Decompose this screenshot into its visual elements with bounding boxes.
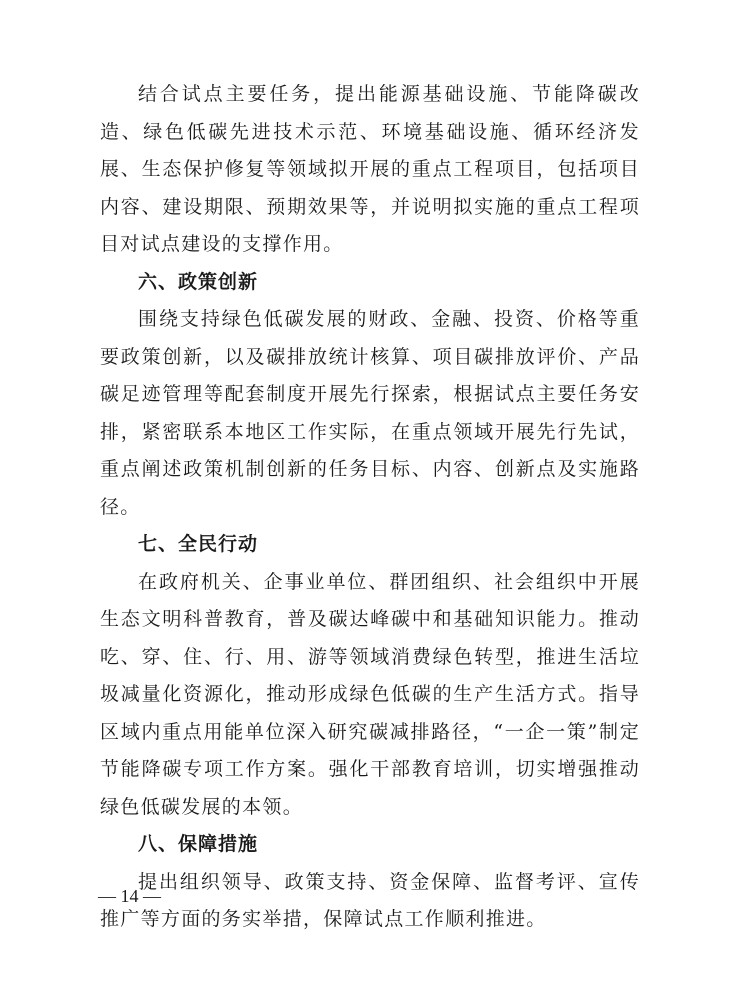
paragraph-policy-innovation: 围绕支持绿色低碳发展的财政、金融、投资、价格等重要政策创新，以及碳排放统计核算、项目碳排放评价、产品碳足迹管理等配套制度开展先行探索，根据试点主要任务安排，紧密联系本地区工作实际，在重点领域开展先行先试，重点阐述政策机制创新的任务目标、内容、创新点及实施路径。 [100, 308, 640, 518]
document-body [100, 76, 640, 939]
page-number: — 14 — [98, 886, 161, 906]
paragraph-safeguard-measures: 提出组织领导、政策支持、资金保障、监督考评、宣传推广等方面的务实举措，保障试点工作顺利推进。 [100, 870, 640, 930]
heading-public-action: 七、全民行动 [138, 533, 259, 555]
paragraph-public-action: 在政府机关、企事业单位、群团组织、社会组织中开展生态文明科普教育，普及碳达峰碳中和基础知识能力。推动吃、穿、住、行、用、游等领域消费绿色转型，推进生活垃圾减量化资源化，推动形成绿色低碳的生产生活方式。指导区域内重点用能单位深入研究碳减排路径，“一企一策”制定节能降碳专项工作方案。强化干部教育培训，切实增强推动绿色低碳发展的本领。 [100, 570, 640, 818]
paragraph-key-projects: 结合试点主要任务，提出能源基础设施、节能降碳改造、绿色低碳先进技术示范、环境基础设施、循环经济发展、生态保护修复等领域拟开展的重点工程项目，包括项目内容、建设期限、预期效果等，并说明拟实施的重点工程项目对试点建设的支撑作用。 [100, 83, 640, 255]
heading-safeguard-measures: 八、保障措施 [138, 833, 259, 855]
heading-policy-innovation: 六、政策创新 [138, 270, 259, 293]
